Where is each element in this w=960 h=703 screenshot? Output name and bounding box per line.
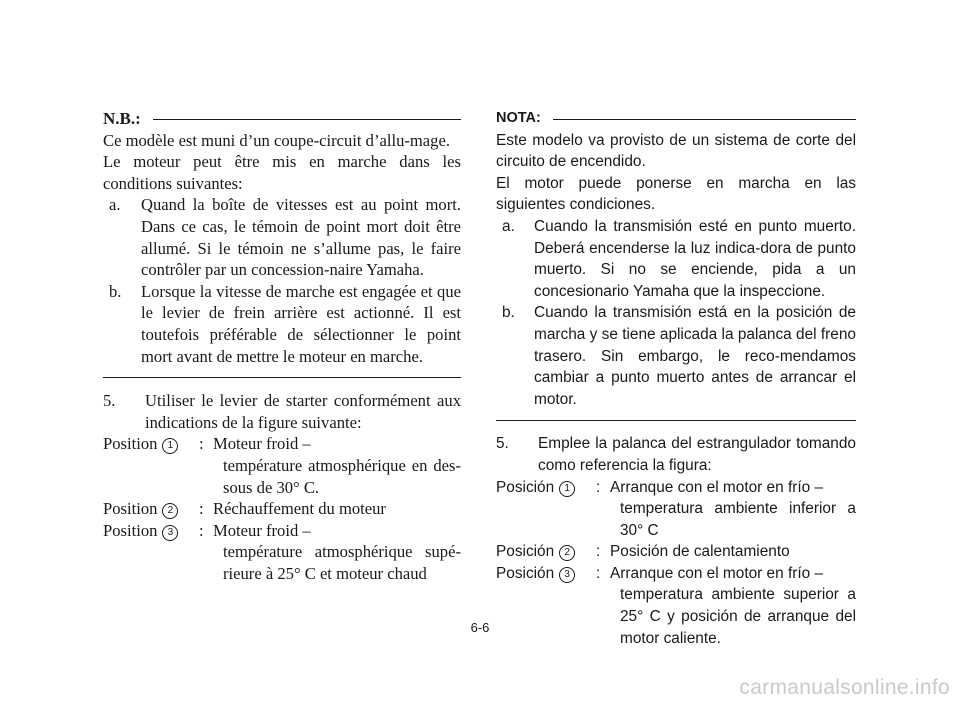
separator: : <box>596 478 601 496</box>
list-text: Quand la boîte de vitesses est au point mort. Dans ce cas, le témoin de point mort doit être allumé. Si le témoin ne s’allume pas, le faire contrôler par un concession-naire Yamaha. <box>141 195 461 280</box>
separator: : <box>199 434 204 454</box>
note-paragraph: El motor puede ponerse en marcha en las siguientes condiciones. <box>496 174 856 214</box>
step-text: Utiliser le levier de starter conformément aux indications de la figure suivante: <box>145 391 461 432</box>
position-row <box>496 477 856 542</box>
position-label: Position <box>103 520 158 540</box>
position-description-detail: temperatura ambiente superior a 25° C y posición de arranque del motor caliente. <box>620 586 856 647</box>
position-description: Moteur froid – <box>213 520 311 540</box>
position-description: Moteur froid – <box>213 434 311 454</box>
list-text: Cuando la transmisión esté en punto muerto. Deberá encenderse la luz indica-dora de punto muerto. Si no se enciende, pida a un concesionario Yamaha que la inspeccione. <box>534 217 856 300</box>
circled-number-icon: 3 <box>559 567 575 583</box>
position-row <box>103 498 461 520</box>
note-header <box>103 108 461 130</box>
position-row <box>496 563 856 649</box>
note-paragraph: Ce modèle est muni d’un coupe-circuit d’allu-mage. <box>103 130 450 150</box>
list-marker: a. <box>502 217 515 235</box>
step-item <box>103 390 461 433</box>
note-paragraph: Le moteur peut être mis en marche dans les conditions suivantes: <box>103 152 461 193</box>
watermark: carmanualsonline.info <box>739 676 950 699</box>
position-description: Arranque con el motor en frío – <box>610 478 824 496</box>
position-description: Arranque con el motor en frío – <box>610 564 824 582</box>
note-header <box>496 108 856 130</box>
list-item <box>496 216 856 302</box>
position-label: Position <box>103 499 158 519</box>
circled-number-icon: 1 <box>162 438 178 454</box>
position-description-detail: température atmosphérique supé-rieure à 25° C et moteur chaud <box>223 542 461 583</box>
position-label: Position <box>103 434 158 454</box>
french-column <box>103 108 461 584</box>
circled-number-icon: 2 <box>162 503 178 519</box>
separator: : <box>199 520 204 540</box>
list-marker: b. <box>502 304 515 322</box>
step-marker: 5. <box>103 391 116 411</box>
separator: : <box>199 499 204 519</box>
circled-number-icon: 1 <box>559 481 575 497</box>
list-marker: b. <box>109 281 122 301</box>
note-end-rule <box>103 377 461 378</box>
note-header-rule <box>553 119 856 120</box>
note-label: N.B.: <box>103 109 141 128</box>
step-text: Emplee la palanca del estrangulador tomando como referencia la figura: <box>538 435 856 474</box>
separator: : <box>596 564 601 582</box>
list-item <box>496 302 856 410</box>
position-label: Posición <box>496 564 555 582</box>
list-marker: a. <box>109 195 121 215</box>
list-text: Lorsque la vitesse de marche est engagée et que le levier de frein arrière est actionné. Il est toutefois préférable de sélectionner le point mort avant de mettre le moteur en marche. <box>141 281 461 366</box>
position-description: Réchauffement du moteur <box>213 499 386 519</box>
position-description: Posición de calentamiento <box>610 543 790 561</box>
position-row <box>103 520 461 585</box>
separator: : <box>596 543 601 561</box>
position-row <box>103 433 461 498</box>
note-label: NOTA: <box>496 110 541 126</box>
position-description-detail: temperatura ambiente inferior a 30° C <box>620 500 856 539</box>
note-paragraph: Este modelo va provisto de un sistema de corte del circuito de encendido. <box>496 131 856 171</box>
list-item <box>103 281 461 367</box>
circled-number-icon: 2 <box>559 545 575 561</box>
position-label: Posición <box>496 478 555 496</box>
spanish-column <box>496 108 856 649</box>
list-item <box>103 194 461 280</box>
page-number: 6-6 <box>470 620 490 635</box>
circled-number-icon: 3 <box>162 525 178 541</box>
position-row <box>496 541 856 563</box>
position-label: Posición <box>496 543 555 561</box>
step-marker: 5. <box>496 435 509 453</box>
position-description-detail: température atmosphérique en des-sous de 30° C. <box>223 455 461 497</box>
list-text: Cuando la transmisión está en la posición de marcha y se tiene aplicada la palanca del freno trasero. Sin embargo, le reco-mendamos cambiar a punto muerto antes de arrancar el motor. <box>534 304 856 408</box>
note-header-rule <box>153 119 461 120</box>
step-item <box>496 433 856 476</box>
note-end-rule <box>496 420 856 421</box>
